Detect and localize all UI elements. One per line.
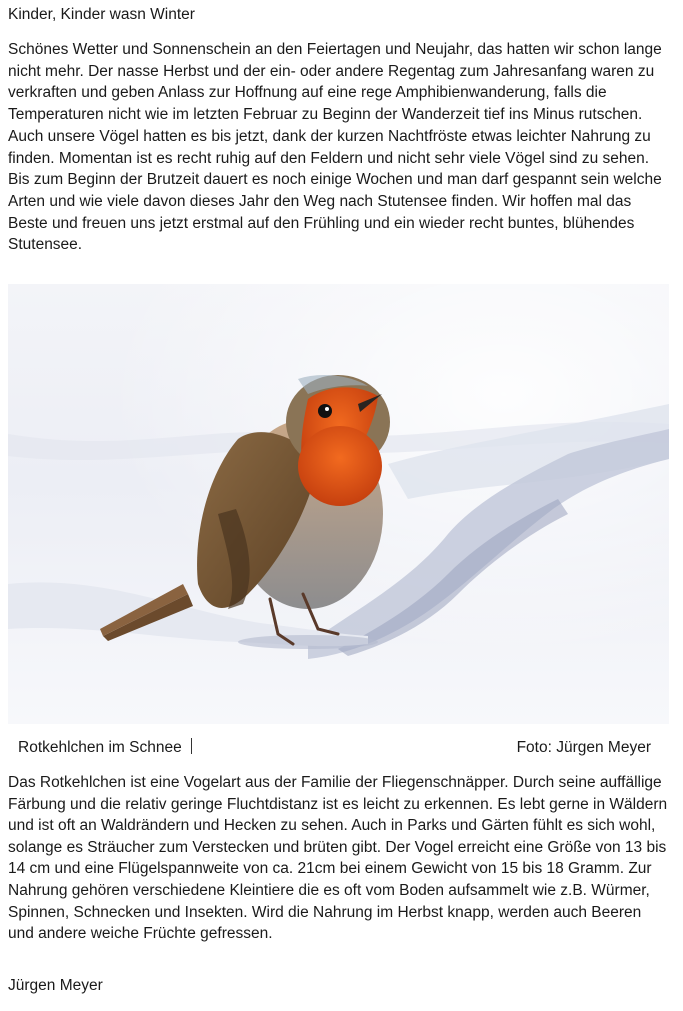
caption-separator (191, 738, 192, 754)
photo-caption-row (8, 737, 670, 759)
photo-caption: Rotkehlchen im Schnee (18, 739, 182, 756)
intro-paragraph: Schönes Wetter und Sonnenschein an den Feiertagen und Neujahr, das hatten wir schon lange nicht mehr. Der nasse Herbst und der ein- oder andere Regentag zum Jahresanfang waren zu verkraften und geben Anlass zur Hoffnung auf eine rege Amphibienwanderung, falls die Temperaturen nicht wie im letzten Februar zu Beginn der Wanderzeit tief ins Minus rutschen. Auch unsere Vögel hatten es bis jetzt, dank der kurzen Nachtfröste etwas leichter Nahrung zu finden. Momentan ist es recht ruhig auf den Feldern und nicht sehr viele Vögel sind zu sehen. Bis zum Beginn der Brutzeit dauert es noch einige Wochen und man darf gespannt sein welche Arten und wie viele davon dieses Jahr den Weg nach Stutensee finden. Wir hoffen mal das Beste und freuen uns jetzt erstmal auf den Frühling und ein wieder recht buntes, blühendes Stutensee. (8, 41, 662, 254)
article-title: Kinder, Kinder wasn Winter (8, 6, 195, 23)
photo-credit: Foto: Jürgen Meyer (516, 739, 651, 756)
body-paragraph: Das Rotkehlchen ist eine Vogelart aus der Familie der Fliegenschnäpper. Durch seine auffällige Färbung und die relativ geringe Fluchtdistanz ist es leicht zu erkennen. Es lebt gerne in Wäldern und ist oft an Waldrändern und Hecken zu sehen. Auch in Parks und Gärten fühlt es sich wohl, solange es Sträucher zum Verstecken und brüten gibt. Der Vogel erreicht eine Größe von 13 bis 14 cm und eine Flügelspannweite von ca. 21cm bei einem Gewicht von 15 bis 18 Gramm. Zur Nahrung gehören verschiedene Kleintiere die es oft vom Boden aufsammelt wie z.B. Würmer, Spinnen, Schnecken und Insekten. Wird die Nahrung im Herbst knapp, werden auch Beeren und andere weiche Früchte gefressen. (8, 774, 668, 943)
article-author: Jürgen Meyer (8, 977, 103, 994)
robin-in-snow-photo (8, 284, 669, 724)
photo-caption-wrap (18, 737, 192, 759)
